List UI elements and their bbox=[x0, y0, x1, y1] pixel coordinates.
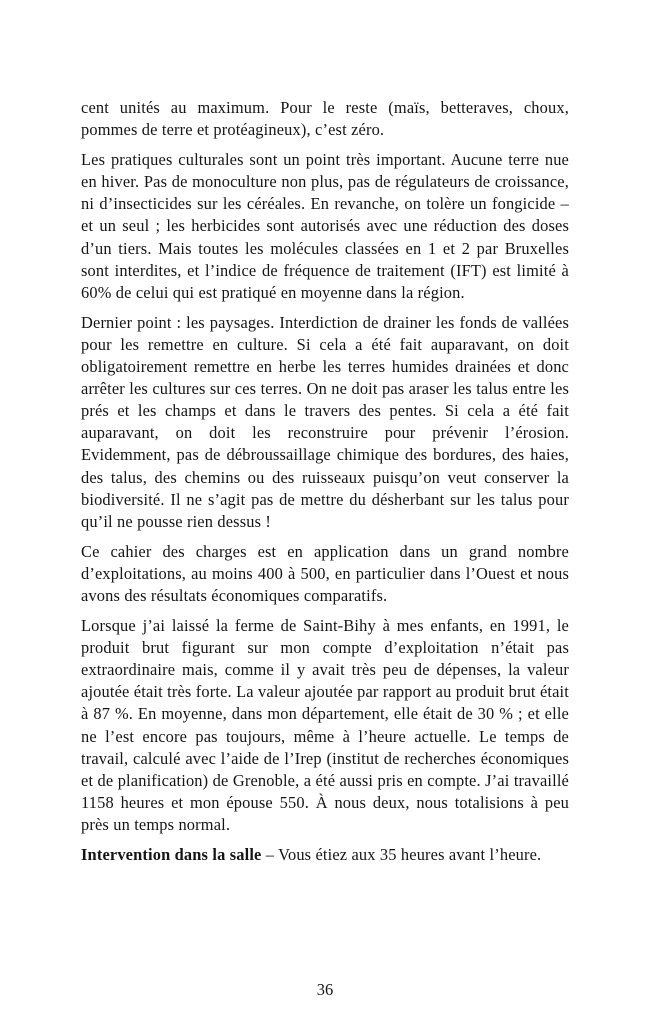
paragraph-1: cent unités au maximum. Pour le reste (maïs, betteraves, choux, pommes de terre et protéagineux), c’est zéro. bbox=[81, 98, 569, 140]
paragraph-2: Les pratiques culturales sont un point très important. Aucune terre nue en hiver. Pas de monoculture non plus, pas de régulateurs de croissance, ni d’insecticides sur les céréales. En revanche, on tolère un fongicide – et un seul ; les herbicides sont autorisés avec une réduction des doses d’un tiers. Mais toutes les molécules classées en 1 et 2 par Bruxelles sont interdites, et l’indice de fréquence de traitement (IFT) est limité à 60% de celui qui est pratiqué en moyenne dans la région. bbox=[81, 150, 569, 302]
intervention-speaker-label: Intervention dans la salle bbox=[81, 845, 262, 864]
paragraph-3: Dernier point : les paysages. Interdiction de drainer les fonds de vallées pour les remettre en culture. Si cela a été fait auparavant, on doit obligatoirement remettre en herbe les terres humides drainées et donc arrêter les cultures sur ces terres. On ne doit pas araser les talus entre les prés et les champs et dans le travers des pentes. Si cela a été fait auparavant, on doit les reconstruire pour prévenir l’érosion. Evidemment, pas de débroussaillage chimique des bordures, des haies, des talus, des chemins ou des ruisseaux puisqu’on veut conserver la biodiversité. Il ne s’agit pas de mettre du désherbant sur les talus pour qu’il ne pousse rien dessus ! bbox=[81, 312, 569, 531]
page-number: 36 bbox=[316, 980, 334, 999]
paragraph-6-intervention bbox=[81, 844, 569, 866]
paragraph-4: Ce cahier des charges est en application dans un grand nombre d’exploitations, au moins 400 à 500, en particulier dans l’Ouest et nous avons des résultats économiques comparatifs. bbox=[81, 541, 569, 605]
paragraph-5: Lorsque j’ai laissé la ferme de Saint-Bihy à mes enfants, en 1991, le produit brut figurant sur mon compte d’exploitation n’était pas extraordinaire mais, comme il y avait très peu de dépenses, la valeur ajoutée était très forte. La valeur ajoutée par rapport au produit brut était à 87 %. En moyenne, dans mon département, elle était de 30 % ; et elle ne l’est encore pas toujours, même à l’heure actuelle. Le temps de travail, calculé avec l’aide de l’Irep (institut de recherches économiques et de planification) de Grenoble, a été aussi pris en compte. J’ai travaillé 1158 heures et mon épouse 550. À nous deux, nous totalisions à peu près un temps normal. bbox=[81, 616, 569, 834]
body-text-column bbox=[81, 97, 569, 866]
intervention-text: – Vous étiez aux 35 heures avant l’heure. bbox=[261, 845, 542, 864]
